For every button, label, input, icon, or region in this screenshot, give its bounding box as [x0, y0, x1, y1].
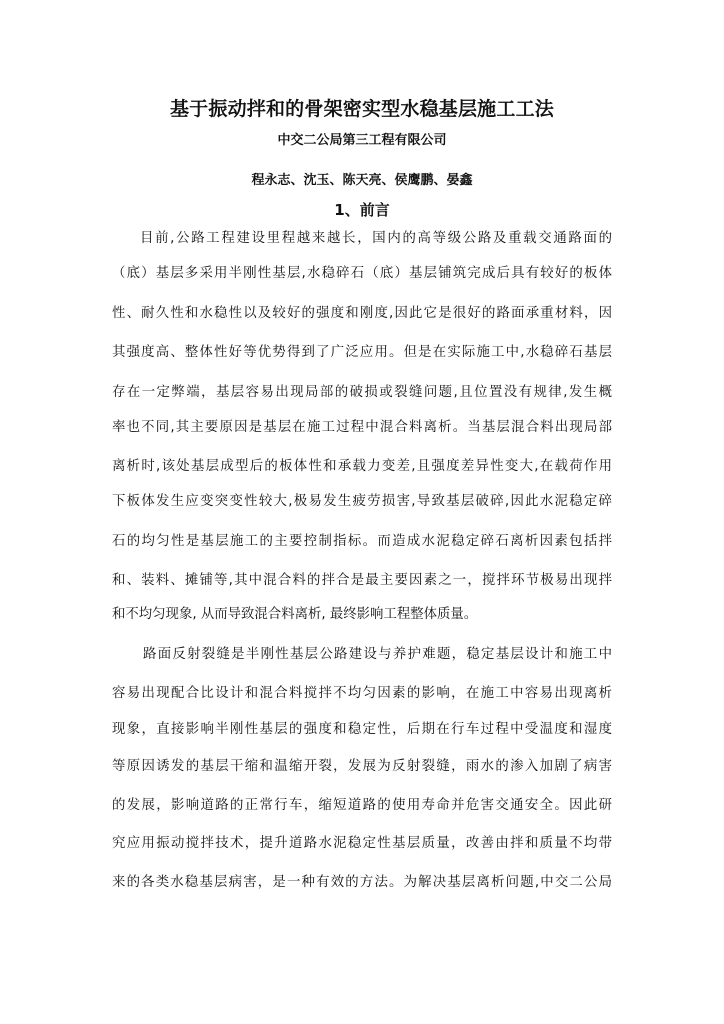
paragraph-1-line: 离析时,该处基层成型后的板体性和承载力变差,且强度差异性变大,在载荷作用 — [112, 459, 612, 474]
paragraph-2-line: 现象，直接影响半刚性基层的强度和稳定性，后期在行车过程中受温度和湿度 — [112, 722, 612, 737]
paragraph-1-line: 下板体发生应变突变性较大,极易发生疲劳损害,导致基层破碎,因此水泥稳定碎 — [112, 494, 612, 509]
paragraph-1-line: 目前,公路工程建设里程越来越长，国内的高等级公路及重载交通路面的 — [140, 231, 612, 246]
document-title: 基于振动拌和的骨架密实型水稳基层施工工法 — [169, 98, 554, 120]
paragraph-1-line: 性、耐久性和水稳性以及较好的强度和刚度,因此它是很好的路面承重材料，因 — [112, 306, 612, 321]
paragraph-2-line: 等原因诱发的基层干缩和温缩开裂，发展为反射裂缝，雨水的渗入加剧了病害 — [112, 759, 612, 774]
paragraph-2-line: 的发展，影响道路的正常行车，缩短道路的使用寿命并危害交通安全。因此研 — [112, 798, 612, 813]
organization-name: 中交二公局第三工程有限公司 — [277, 133, 447, 148]
paragraph-2-line: 路面反射裂缝是半刚性基层公路建设与养护难题，稳定基层设计和施工中 — [143, 647, 612, 662]
paragraph-1-line: 石的均匀性是基层施工的主要控制指标。而造成水泥稳定碎石离析因素包括拌 — [112, 534, 612, 549]
paragraph-2-line: 究应用振动搅拌技术，提升道路水泥稳定性基层质量，改善由拌和质量不均带 — [112, 836, 612, 851]
paragraph-1-line: 和不均匀现象, 从而导致混合料离析, 最终影响工程整体质量。 — [112, 607, 478, 622]
paragraph-1-line: （底）基层多采用半刚性基层,水稳碎石（底）基层铺筑完成后具有较好的板体 — [112, 266, 612, 281]
paragraph-1-line: 存在一定弊端，基层容易出现局部的破损或裂缝问题,且位置没有规律,发生概 — [112, 385, 612, 400]
paragraph-1-line: 和、装料、摊铺等,其中混合料的拌合是最主要因素之一，搅拌环节极易出现拌 — [112, 573, 612, 588]
paragraph-2-line: 容易出现配合比设计和混合料搅拌不均匀因素的影响，在施工中容易出现离析 — [112, 686, 612, 701]
paragraph-2-line: 来的各类水稳基层病害，是一种有效的方法。为解决基层离析问题,中交二公局 — [112, 875, 612, 890]
author-list: 程永志、沈玉、陈天亮、侯鹰鹏、晏鑫 — [251, 173, 473, 188]
paragraph-1-line: 率也不同,其主要原因是基层在施工过程中混合料离析。当基层混合料出现局部 — [112, 420, 612, 435]
section-heading: 1、前言 — [334, 201, 390, 219]
paragraph-1-line: 其强度高、整体性好等优势得到了广泛应用。但是在实际施工中,水稳碎石基层 — [112, 345, 612, 360]
